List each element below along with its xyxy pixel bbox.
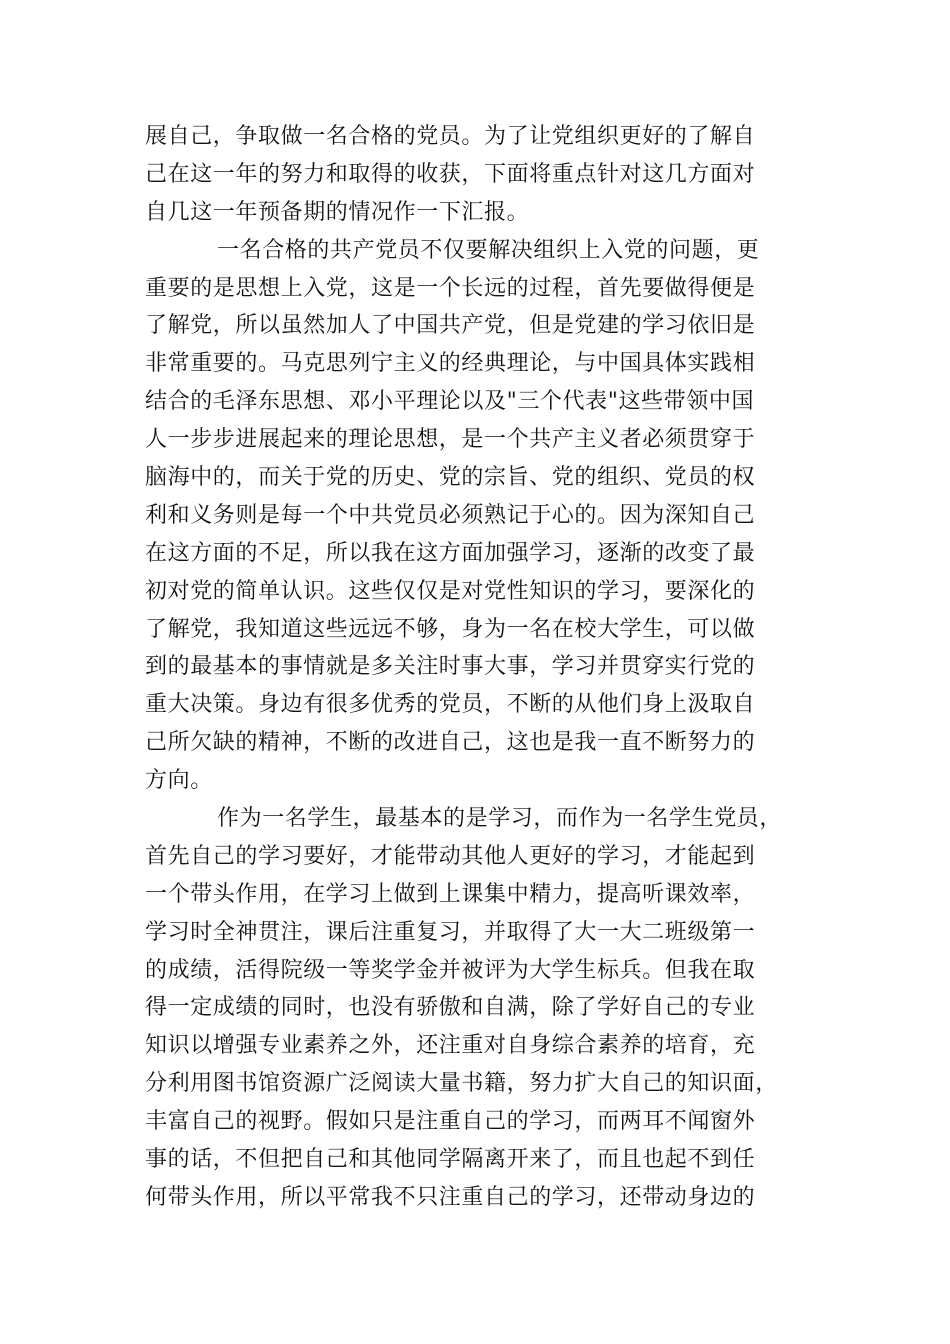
paragraph-first-line: 一名合格的共产党员不仅要解决组织上入党的问题，更 [217, 237, 760, 263]
text-line: 何带头作用，所以平常我不只注重自己的学习，还带动身边的 [145, 1184, 756, 1210]
text-line: 脑海中的，而关于党的历史、党的宗旨、党的组织、党员的权 [145, 465, 756, 491]
text-line: 方向。 [145, 768, 213, 794]
text-line: 首先自己的学习要好，才能带动其他人更好的学习，才能起到 [145, 843, 756, 869]
text-line: 一个带头作用，在学习上做到上课集中精力，提高听课效率， [145, 881, 756, 907]
text-line: 重大决策。身边有很多优秀的党员，不断的从他们身上汲取自 [145, 692, 756, 718]
text-line: 得一定成绩的同时，也没有骄傲和自满，除了学好自己的专业 [145, 995, 756, 1021]
text-line: 到的最基本的事情就是多关注时事大事，学习并贯穿实行党的 [145, 654, 756, 680]
text-line: 丰富自己的视野。假如只是注重自己的学习，而两耳不闻窗外 [145, 1109, 756, 1135]
text-line: 利和义务则是每一个中共党员必须熟记于心的。因为深知自己 [145, 502, 756, 528]
text-line: 知识以增强专业素养之外，还注重对自身综合素养的培育，充 [145, 1033, 756, 1059]
text-line: 己所欠缺的精神，不断的改进自己，这也是我一直不断努力的 [145, 730, 756, 756]
text-line: 分利用图书馆资源广泛阅读大量书籍，努力扩大自己的知识面， [145, 1071, 778, 1097]
text-line: 了解党，所以虽然加人了中国共产党，但是党建的学习依旧是 [145, 313, 756, 339]
paragraph-first-line: 作为一名学生，最基本的是学习，而作为一名学生党员， [217, 806, 783, 832]
text-line: 重要的是思想上入党，这是一个长远的过程，首先要做得便是 [145, 275, 756, 301]
text-line: 展自己，争取做一名合格的党员。为了让党组织更好的了解自 [145, 124, 756, 149]
text-line: 初对党的简单认识。这些仅仅是对党性知识的学习，要深化的 [145, 578, 756, 604]
text-line: 非常重要的。马克思列宁主义的经典理论，与中国具体实践相 [145, 351, 756, 377]
text-line: 事的话，不但把自己和其他同学隔离开来了，而且也起不到任 [145, 1147, 756, 1173]
body-text [145, 118, 805, 1217]
text-line: 自几这一年预备期的情况作一下汇报。 [145, 199, 530, 225]
text-line: 的成绩，活得院级一等奖学金并被评为大学生标兵。但我在取 [145, 957, 756, 983]
text-line: 了解党，我知道这些远远不够，身为一名在校大学生，可以做 [145, 616, 756, 642]
text-line: 在这方面的不足，所以我在这方面加强学习，逐渐的改变了最 [145, 540, 756, 566]
text-line: 己在这一年的努力和取得的收获，下面将重点针对这几方面对 [145, 161, 756, 187]
text-line: 学习时全神贯注，课后注重复习，并取得了大一大二班级第一 [145, 919, 756, 945]
text-line: 人一步步进展起来的理论思想，是一个共产主义者必须贯穿于 [145, 427, 756, 453]
text-line: 结合的毛泽东思想、邓小平理论以及"三个代表"这些带领中国 [145, 389, 755, 415]
